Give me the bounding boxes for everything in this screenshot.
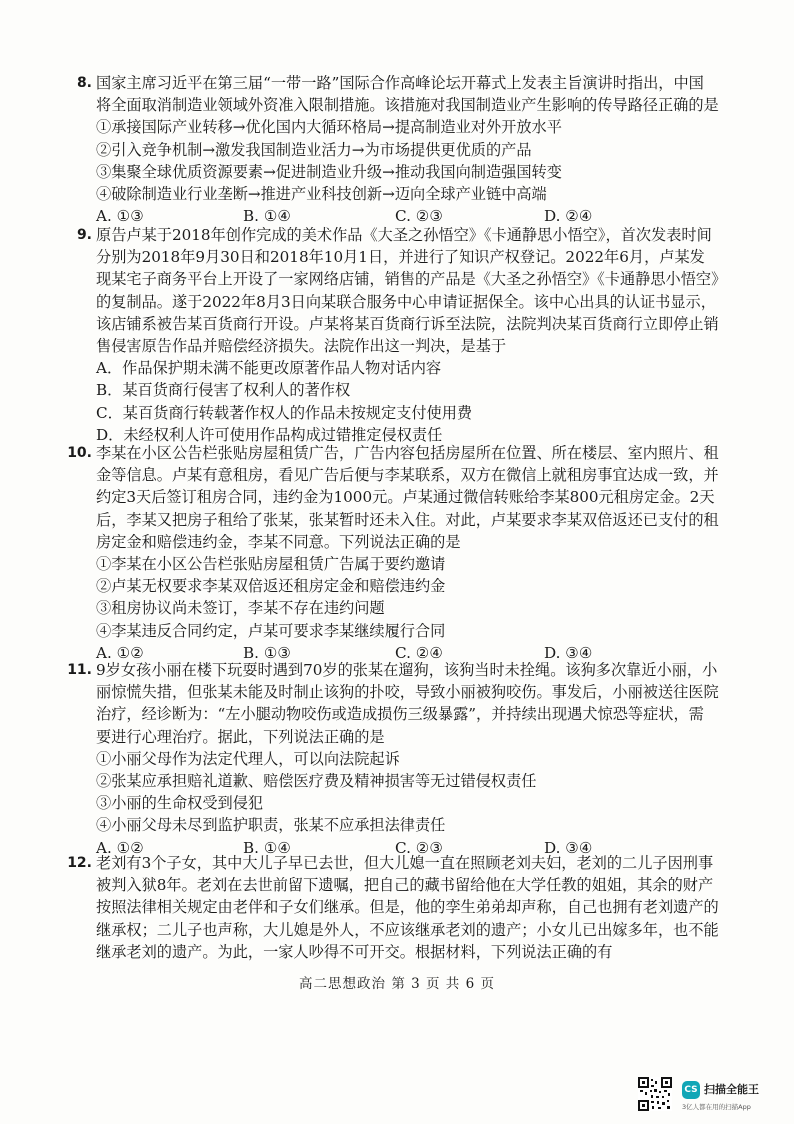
stem-line: 按照法律相关规定由老伴和子女们继承。但是，他的孪生弟弟却声称，自己也拥有老刘遗产的 xyxy=(96,898,719,917)
question-8 xyxy=(76,72,736,227)
statement: ④破除制造业行业垄断→推进产业科技创新→迈向全球产业链中高端 xyxy=(96,185,547,204)
camscanner-logo: CS xyxy=(682,1081,700,1099)
statement: ①李某在小区公告栏张贴房屋租赁广告属于要约邀请 xyxy=(96,555,446,574)
question-number: 11. xyxy=(67,662,92,678)
stem-line: 老刘有3个子女，其中大儿子早已去世，但大儿媳一直在照顾老刘夫妇，老刘的二儿子因刑事 xyxy=(96,854,714,872)
stem-line: 金等信息。卢某有意租房，看见广告后便与李某联系，双方在微信上就租房事宜达成一致，并 xyxy=(96,466,719,485)
question-number: 12. xyxy=(67,855,92,871)
question-number: 8. xyxy=(76,75,92,91)
choice-b: B. ①④ xyxy=(243,207,292,226)
stem-line: 售侵害原告作品并赔偿经济损失。法院作出这一判决，是基于 xyxy=(96,337,507,356)
statement: ②引入竞争机制→激发我国制造业活力→为市场提供更优质的产品 xyxy=(96,140,532,159)
stem-line: 该店铺系被告某百货商行开设。卢某将某百货商行诉至法院，法院判决某百货商行立即停止销 xyxy=(96,314,719,333)
choice-b: B. ①③ xyxy=(243,643,292,662)
question-12 xyxy=(67,852,736,963)
stem-line: 的复制品。遂于2022年8月3日向某联合服务中心申请证据保全。该中心出具的认证书显示， xyxy=(96,292,716,311)
choice-a: A. ①② xyxy=(96,838,144,857)
statement: ②张某应承担赔礼道歉、赔偿医疗费及精神损害等无过错侵权责任 xyxy=(96,772,537,791)
choice-c: C. ②③ xyxy=(395,838,443,857)
stem-line: 后，李某又把房子租给了张某，张某暂时还未入住。对此，卢某要求李某双倍返还已支付的租 xyxy=(96,510,719,529)
statement: ④李某违反合同约定，卢某可要求李某继续履行合同 xyxy=(96,621,446,640)
statement: ①承接国际产业转移→优化国内大循环格局→提高制造业对外开放水平 xyxy=(96,118,562,137)
option-b: B．某百货商行侵害了权利人的著作权 xyxy=(96,381,351,400)
question-number: 10. xyxy=(67,445,92,461)
scanner-tagline: 3亿人都在用的扫描App xyxy=(682,1103,751,1111)
choice-d: D. ③④ xyxy=(544,643,593,662)
stem-line: 9岁女孩小丽在楼下玩耍时遇到70岁的张某在遛狗，该狗当时未拴绳。该狗多次靠近小丽，小 xyxy=(96,661,718,679)
page-footer: 高二思想政治 第 3 页 共 6 页 xyxy=(299,976,495,992)
question-10 xyxy=(67,442,736,664)
scanner-watermark xyxy=(638,1077,788,1117)
stem-line: 被判入狱8年。老刘在去世前留下遗嘱，把自己的藏书留给他在大学任教的姐姐，其余的财产 xyxy=(96,876,714,895)
option-c: C．某百货商行转载著作权人的作品未按规定支付使用费 xyxy=(96,403,473,422)
stem-line: 房定金和赔偿违约金，李某不同意。下列说法正确的是 xyxy=(96,532,461,551)
statement: ③小丽的生命权受到侵犯 xyxy=(96,794,264,813)
choice-c: C. ②④ xyxy=(395,643,443,662)
statement: ③集聚全球优质资源要素→促进制造业升级→推动我国向制造强国转变 xyxy=(96,162,562,181)
question-9 xyxy=(76,224,736,446)
question-number: 9. xyxy=(76,227,92,243)
stem-line: 治疗，经诊断为：“左小腿动物咬伤或造成损伤三级暴露”，并持续出现遇犬惊恐等症状，需 xyxy=(96,705,704,724)
stem-line: 丽惊慌失措，但张某未能及时制止该狗的扑咬，导致小丽被狗咬伤。事发后，小丽被送往医院 xyxy=(96,683,719,702)
statement: ①小丽父母作为法定代理人，可以向法院起诉 xyxy=(96,749,400,768)
question-11 xyxy=(67,659,736,859)
choice-d: D. ③④ xyxy=(544,838,593,857)
choice-d: D. ②④ xyxy=(544,207,593,226)
option-a: A．作品保护期未满不能更改原著作品人物对话内容 xyxy=(96,359,442,378)
stem-line: 现某宅子商务平台上开设了一家网络店铺，销售的产品是《大圣之孙悟空》《卡通静思小悟空》 xyxy=(96,270,727,289)
stem-line: 继承权；二儿子也声称，大儿媳是外人，不应该继承老刘的遗产；小女儿已出嫁多年，也不能 xyxy=(96,920,719,939)
choice-c: C. ②③ xyxy=(395,207,443,226)
choice-a: A. ①③ xyxy=(96,207,144,226)
scanner-brand: 扫描全能王 xyxy=(704,1083,759,1096)
statement: ②卢某无权要求李某双倍返还租房定金和赔偿违约金 xyxy=(96,577,446,596)
stem-line: 约定3天后签订租房合同，违约金为1000元。卢某通过微信转账给李某800元租房定金。2天 xyxy=(96,488,715,507)
stem-line: 分别为2018年9月30日和2018年10月1日，并进行了知识产权登记。2022年6月，卢某发 xyxy=(96,248,705,267)
option-d: D．未经权利人许可使用作品构成过错推定侵权责任 xyxy=(96,425,443,444)
stem-line: 将全面取消制造业领域外资准入限制措施。该措施对我国制造业产生影响的传导路径正确的是 xyxy=(96,96,719,115)
stem-line: 要进行心理治疗。据此，下列说法正确的是 xyxy=(96,727,385,746)
stem-line: 继承老刘的遗产。为此，一家人吵得不可开交。根据材料，下列说法正确的有 xyxy=(96,942,613,961)
qr-code-icon xyxy=(638,1077,672,1111)
stem-line: 李某在小区公告栏张贴房屋租赁广告，广告内容包括房屋所在位置、所在楼层、室内照片、租 xyxy=(96,444,719,462)
choice-b: B. ①④ xyxy=(243,838,292,857)
statement: ③租房协议尚未签订，李某不存在违约问题 xyxy=(96,599,385,618)
stem-line: 原告卢某于2018年创作完成的美术作品《大圣之孙悟空》《卡通静思小悟空》，首次发表时间 xyxy=(96,226,712,244)
choice-a: A. ①② xyxy=(96,643,144,662)
stem-line: 国家主席习近平在第三届“一带一路”国际合作高峰论坛开幕式上发表主旨演讲时指出，中国 xyxy=(96,74,704,92)
statement: ④小丽父母未尽到监护职责，张某不应承担法律责任 xyxy=(96,816,446,835)
